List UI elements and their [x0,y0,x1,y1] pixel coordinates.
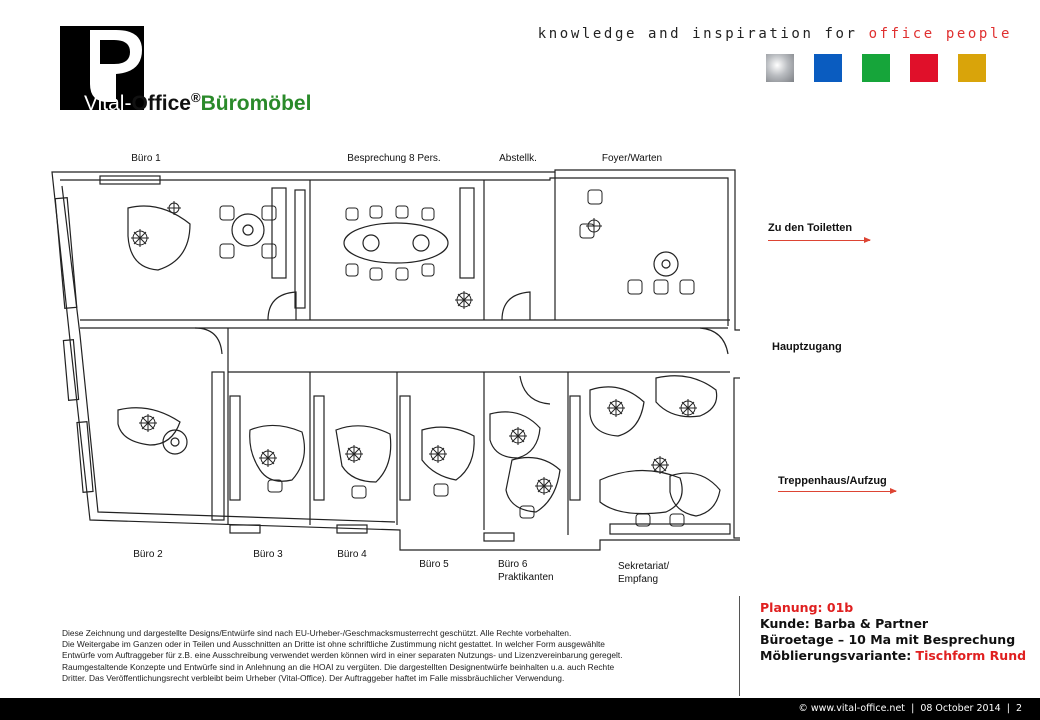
info-kunde: Kunde: Barba & Partner [760,616,929,631]
logo-wordmark [84,86,311,116]
room-buero6-line1: Büro 6 [498,559,528,570]
room-abstell: Abstellk. [499,153,537,164]
swatch-green [862,54,890,82]
tagline [538,26,1012,42]
label-toiletten: Zu den Toiletten [768,222,853,234]
footer-date: 08 October 2014 [920,703,1001,714]
footer-website[interactable]: www.vital-office.net [810,703,906,714]
room-foyer: Foyer/Warten [601,153,663,164]
swatch-gold [958,54,986,82]
room-buero1: Büro 1 [131,153,161,164]
room-sekretariat-line2: Empfang [618,574,659,585]
disclaimer-line5: Dritter. Das Veröffentlichungsrecht verbleibt beim Urheber (Vital-Office). Der Auftraggeber haftet im Falle missbräuchlicher Verwendung. [62,672,565,683]
project-info [760,600,1026,664]
tagline-main: knowledge and inspiration for [537,26,869,42]
info-variante-label: Möblierungsvariante: [760,648,916,663]
footer-page-number: 2 [1015,703,1022,714]
room-buero3: Büro 3 [253,549,283,560]
info-planung: Planung: 01b [760,600,854,615]
disclaimer-line1: Diese Zeichnung und dargestellte Designs/Entwürfe sind nach EU-Urheber-/Geschmacksmusterrecht geschützt. Alle Rechte vorbehalten. [62,628,572,638]
room-buero5: Büro 5 [419,559,449,570]
room-buero6-line2: Praktikanten [498,572,554,583]
tagline-accent: office people [868,26,1012,42]
footer-copyright: © [798,703,808,714]
footer-separator: | [1006,703,1010,714]
logo-vital: Vital- [84,92,132,115]
divider-line [739,596,740,696]
footer-bar [0,698,1040,720]
arrow-toiletten-icon [768,240,870,241]
room-buero2: Büro 2 [133,549,163,560]
office-chairs [131,201,697,495]
disclaimer-line3: Entwürfe vom Auftraggeber für z.B. eine Ausschreibung verwendet werden können wird in einer separaten Nutzungs- und Lizenzvereinbarung geregelt. [62,650,623,661]
info-etage: Büroetage – 10 Ma mit Besprechung [760,632,1016,647]
logo-registered: ® [190,90,201,105]
logo-office: Office [131,92,191,115]
chairs [220,190,694,526]
disclaimer [62,628,732,684]
swatch-silver [766,54,794,82]
disclaimer-line4: Raumgestaltende Konzepte und Entwürfe sind in Anlehnung an die HOAI zu vergüten. Die dargestellten Designentwürfe beinhalten u.a. auch Rechte [62,661,615,672]
footer-separator: | [911,703,915,714]
swatch-red [910,54,938,82]
room-buero4: Büro 4 [337,549,367,560]
room-besprechung: Besprechung 8 Pers. [347,153,441,164]
floor-plan [40,140,740,590]
swatch-blue [814,54,842,82]
label-hauptzugang: Hauptzugang [772,341,842,353]
info-variante-value: Tischform Rund [915,648,1027,663]
info-variante [760,648,1026,664]
label-treppenhaus: Treppenhaus/Aufzug [778,475,887,487]
disclaimer-line2: Die Weitergabe im Ganzen oder in Teilen und Ausschnitten an Dritte ist ohne schriftliche Zustimmung nicht gestattet. In welcher Form ausgewählte [62,639,605,650]
arrow-treppenhaus-icon [778,491,896,492]
logo-subtitle: Büromöbel [200,92,312,115]
room-sekretariat-line1: Sekretariat/ [618,561,670,572]
